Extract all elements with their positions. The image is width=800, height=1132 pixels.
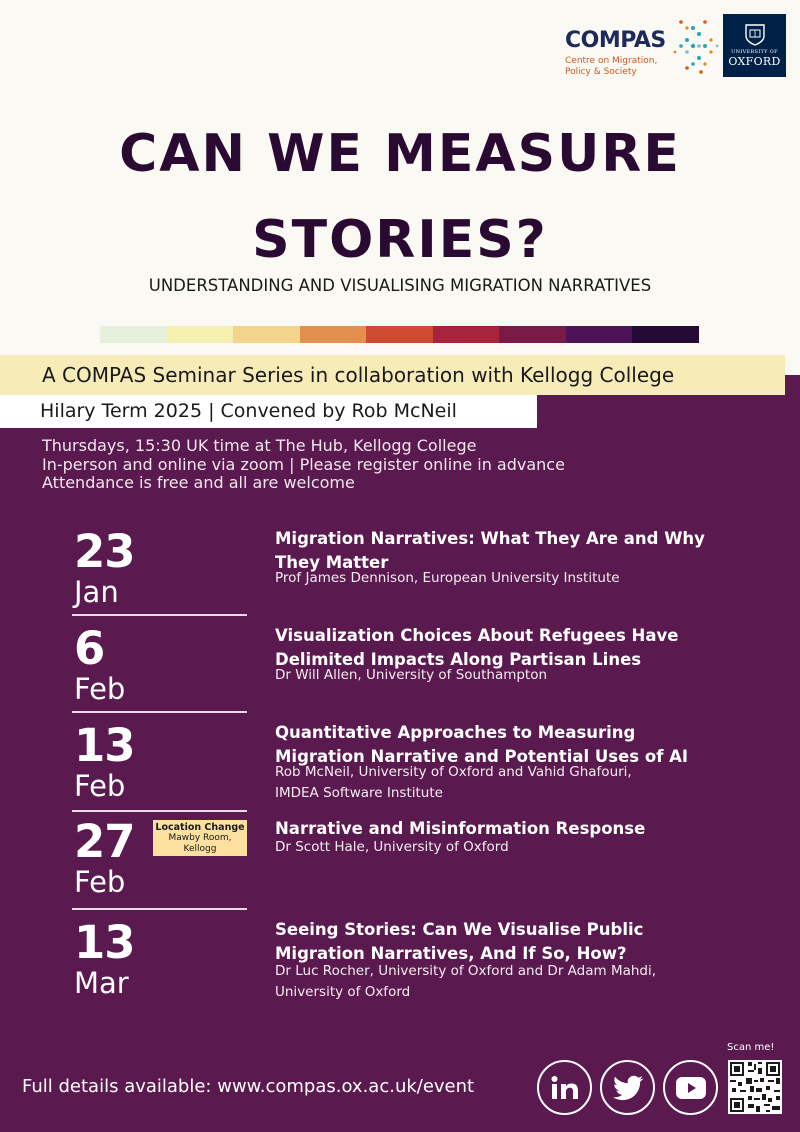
color-strip-segment — [233, 326, 300, 343]
event-day: 13 — [74, 916, 135, 969]
event-month: Feb — [74, 865, 126, 899]
event-item — [72, 527, 772, 612]
details-line: Attendance is free and all are welcome — [42, 473, 355, 492]
event-day: 6 — [74, 622, 105, 675]
event-title: Visualization Choices About Refugees Have Delimited Impacts Along Partisan Lines — [275, 626, 679, 669]
oxford-crest-icon — [744, 23, 766, 47]
event-title: Quantitative Approaches to Measuring Migration Narrative and Potential Uses of AI — [275, 723, 689, 766]
location-change-badge: Location Change Mawby Room, Kellogg — [153, 820, 247, 856]
event-divider — [72, 711, 247, 713]
event-divider — [72, 908, 247, 910]
oxford-logo: UNIVERSITY OF OXFORD — [723, 14, 786, 77]
details-line: Thursdays, 15:30 UK time at The Hub, Kellogg College — [42, 436, 477, 455]
subtitle: UNDERSTANDING AND VISUALISING MIGRATION NARRATIVES — [148, 276, 652, 295]
event-day: 23 — [74, 525, 135, 578]
event-month: Feb — [74, 769, 126, 803]
compas-subtitle: Centre on Migration, Policy & Society — [565, 56, 658, 77]
event-speaker: Rob McNeil, University of Oxford and Vahid Ghafouri, IMDEA Software Institute — [275, 764, 632, 801]
color-strip-segment — [366, 326, 433, 343]
title-line-2: STORIES? — [252, 210, 548, 270]
term-banner — [0, 395, 537, 428]
scan-label: Scan me! — [727, 1042, 775, 1053]
event-divider — [72, 810, 247, 812]
footer-link[interactable]: Full details available: www.compas.ox.ac.uk/event — [22, 1076, 475, 1097]
event-item — [72, 624, 772, 709]
event-month: Mar — [74, 966, 129, 1000]
term-banner-text: Hilary Term 2025 | Convened by Rob McNeil — [40, 400, 457, 422]
color-strip-segment — [300, 326, 367, 343]
event-day: 27 — [74, 815, 135, 868]
details-line: In-person and online via zoom | Please register online in advance — [42, 454, 565, 474]
event-speaker: Dr Luc Rocher, University of Oxford and Dr Adam Mahdi, University of Oxford — [275, 963, 657, 1000]
compas-dots-icon — [673, 16, 719, 78]
color-strip-segment — [167, 326, 234, 343]
event-title: Migration Narratives: What They Are and Why They Matter — [275, 529, 705, 572]
color-strip-segment — [566, 326, 633, 343]
linkedin-button[interactable] — [537, 1060, 592, 1115]
color-strip-segment — [499, 326, 566, 343]
event-title: Seeing Stories: Can We Visualise Public Migration Narratives, And If So, How? — [275, 920, 644, 963]
event-speaker: Dr Scott Hale, University of Oxford — [275, 839, 509, 855]
event-item — [72, 918, 772, 1008]
event-divider — [72, 614, 247, 616]
compas-logo — [565, 22, 717, 78]
color-strip-segment — [100, 326, 167, 343]
event-item — [72, 721, 772, 806]
twitter-icon — [612, 1075, 644, 1101]
event-title: Narrative and Misinformation Response — [275, 819, 646, 838]
event-month: Jan — [74, 575, 119, 609]
color-strip-segment — [433, 326, 500, 343]
compas-wordmark: COMPAS — [565, 28, 666, 53]
twitter-button[interactable] — [600, 1060, 655, 1115]
color-strip-segment — [632, 326, 699, 343]
event-day: 13 — [74, 719, 135, 772]
title-line-1: CAN WE MEASURE — [119, 124, 681, 184]
linkedin-icon — [550, 1075, 580, 1101]
event-speaker: Dr Will Allen, University of Southampton — [275, 667, 548, 683]
event-month: Feb — [74, 672, 126, 706]
youtube-icon — [675, 1076, 707, 1100]
event-speaker: Prof James Dennison, European University Institute — [275, 570, 620, 586]
color-strip — [100, 326, 699, 343]
series-banner — [0, 355, 785, 395]
seminar-details — [42, 437, 762, 493]
qr-code-icon[interactable] — [728, 1060, 782, 1114]
series-banner-text: A COMPAS Seminar Series in collaboration with Kellogg College — [42, 363, 675, 387]
youtube-button[interactable] — [663, 1060, 718, 1115]
